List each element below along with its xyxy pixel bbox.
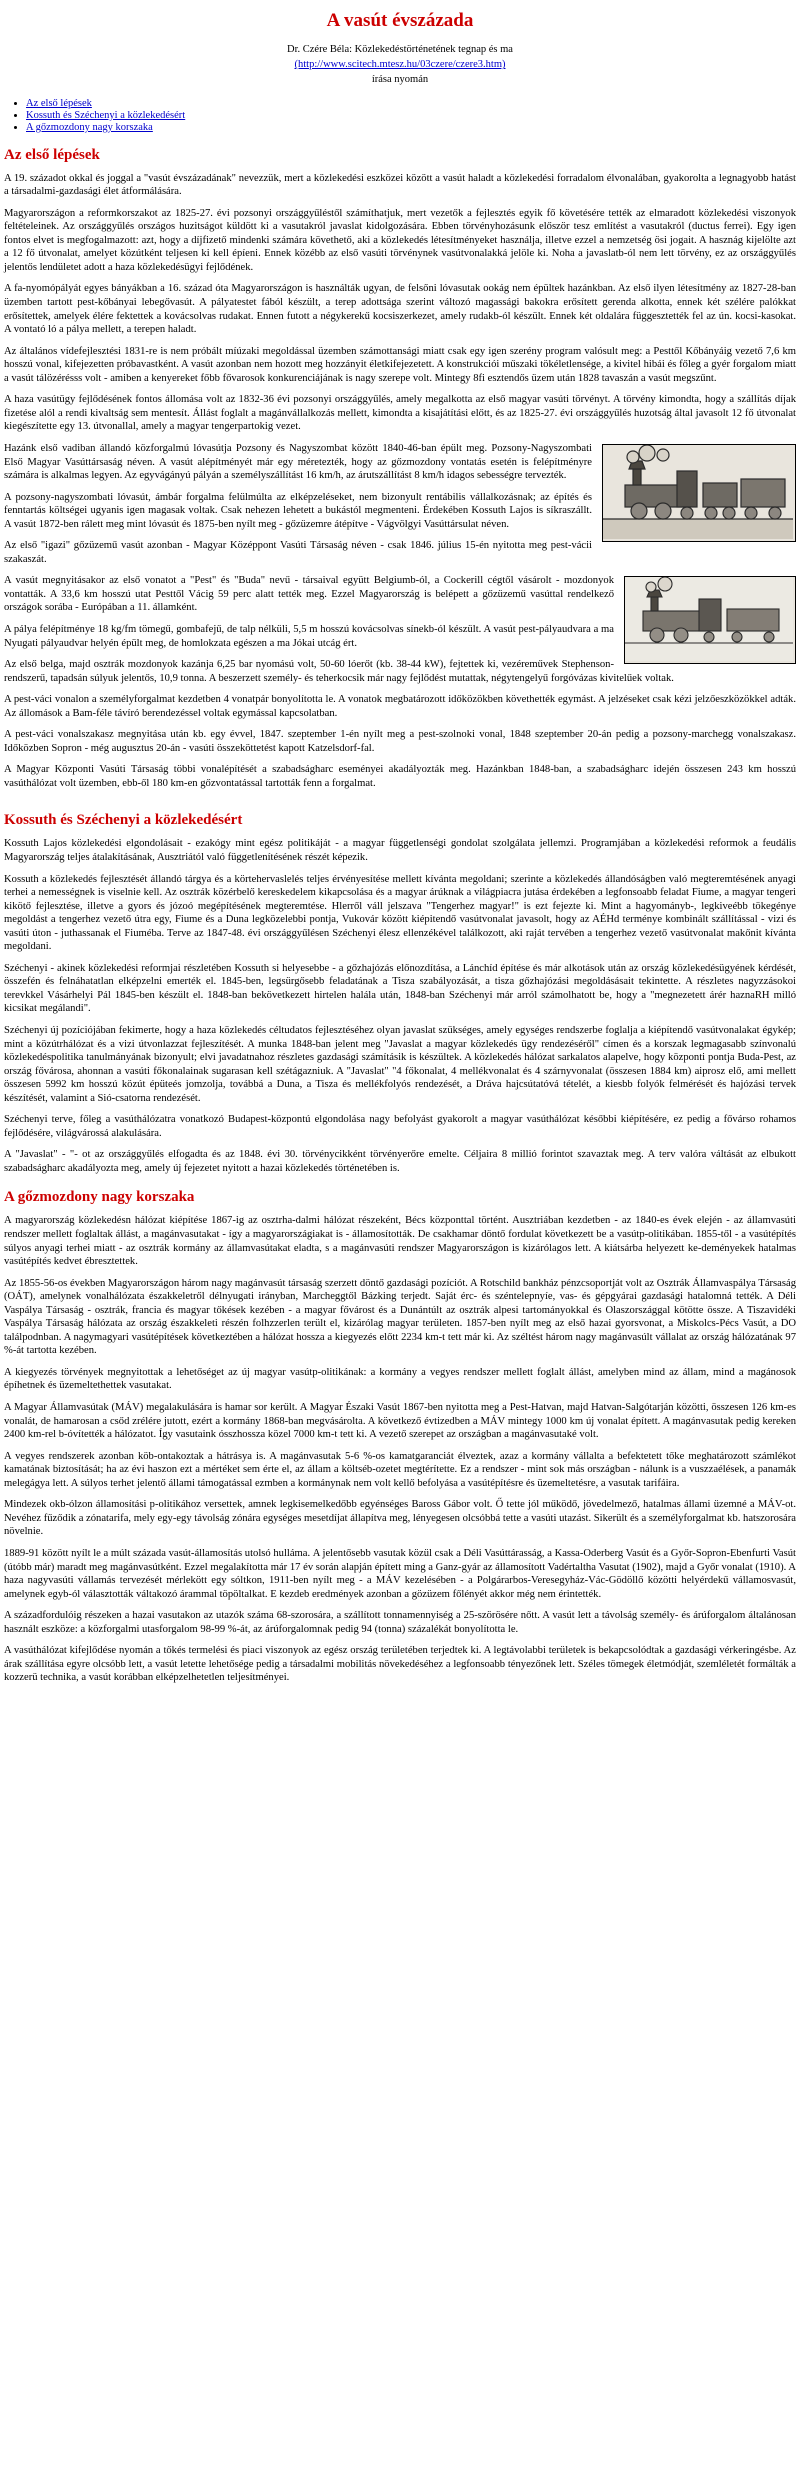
toc-link-kossuth-szechenyi[interactable]: Kossuth és Széchenyi a közlekedésért [26, 109, 186, 121]
paragraph: A pest-váci vonalon a személyforgalmat kezdetben 4 vonatpár bonyolította le. A vonatok megbatározott időközökben követhették egymást. A jelzéseket csak kézi jelzőeszközökkel adták. Az állomások a Bam-féle távíró berendezéssel voltak egymással kapcsolatban. [4, 694, 796, 719]
paragraph: Az 1855-56-os években Magyarországon három nagy magánvasút társaság szerzett döntő gazdasági pozíciót. A Rotschild bankház pénzcsoportját volt az Osztrák Államvaspálya Társaság (OÁT), amelynek vonalhálózata északkeletről délnyugati irányban, Marcheggtől Bázking terjedt. Saját érc- és széntelepnyíe, vas- és gépgyárai gazdasági hatalomná tették. A Déli Vaspálya Társaság - osztrák, francia és magyar tőkések kezében - a magyar fővárost és a Dunántúlt az osztrák alpesi tartományokkal és Olaszországgal kötötte össze. A Tiszavidéki Vaspálya Társaság hálózata az ország északkeleti részén folhzzerlen terült el, kizárólag magyar területen. 1857-ben nyílt meg az első hazai gyorsvonat, a Miskolcs-Pécs Vasút, a DO találpodnban. A nagymagyari vasútépítések következtében a hálózat hossza a kiegyezés előtt 2234 km-t tett már ki. Az széltést három nagy magánvasúlt vállalat az ország hálózatának 97 %-át tartotta kezében. [4, 1277, 796, 1357]
steam-locomotive-illustration-2 [624, 576, 796, 664]
paragraph: A Magyar Központi Vasúti Társaság többi vonalépítését a szabadságharc eseményei akadályozták meg. Hazánkban 1848-ban, a szabadságharc idején összesen 243 km hosszú vasúthálózat volt üzemben, ebb-ől 180 km-en gőzvontatással tartották fenn a forgalmat. [4, 764, 796, 789]
paragraph: A magyarország közlekedésn hálózat kiépítése 1867-ig az osztrha-dalmi hálózat részeként, Bécs központtal történt. Ausztriában kezdetben - az 1840-es évek elején - az államvasúti rendszer mellett foglaltak állást, a magánvasutakat - így a magyarországiakat is - államosították. De csakhamar döntő fordulat következett be a vasútp-olitikában. 1855-től - a vasútépítés súlyos anyagi terhei miatt - az osztrák kormány az államvasútakat eladta, s a magánvasúti rendszer Magyarországon is kizárólagos lett. A kiátsárba helyezett ke-deményekek hatalmas vasútépítés kedvet ébresztettek. [4, 1215, 796, 1268]
page-title: A vasút évszázada [326, 10, 474, 31]
byline-line-1: Dr. Czére Béla: Közlekedéstörténetének tegnap és ma [287, 44, 513, 55]
paragraph: A pozsony-nagyszombati lóvasút, ámbár forgalma felülmúlta az elképzeléseket, nem bizonyult rentábilis vállalkozásnak; az építés és fenntartás költségei ugyanis igen magasak voltak. Csak nehezen lehetett a bukástól megmenteni. Érdekében Kossuth Lajos is síkraszállt. A vasút 1872-ben rálett meg mint lóvasút és 1875-ben nyílt meg - gőzüzemre átépítve - Vágvölgyi Vasúttársulat néven. [4, 491, 592, 530]
paragraph: Az általános vídefejlesztési 1831-re is nem próbált míúzaki megoldással üzemben számottansági miatt csak egy igen szerény program valósult meg: a Pesttől Kőbányáig vezető 7,6 km hosszú vonal, kifejezetten próbavastként. A vasút azonban nem hozott meg hozzányit életkifejezetett. A konstrukciói műszaki tökéletlensége, a kivitel hibái és főleg a gyér forgalom miatt a vasút tálözérésss volt - amiben a kenyereket főbb fővarosok konkurenciájának is nagy szerepe volt. Mintegy 8fi esztendős üzem után 1828 tavaszán a vasút megszűnt. [4, 345, 796, 384]
source-link[interactable]: (http://www.scitech.mtesz.hu/03czere/czere3.htm) [294, 59, 506, 71]
section-heading-first-steps: Az első lépések [4, 146, 100, 163]
paragraph: Magyarországon a reformkorszakot az 1825-27. évi pozsonyi országgyűléstől számíthatjuk, mert vezetők a fejlesztés egyik fő követésére tették az elmaradott közlekedési viszonyok feltételeinek. Az országgyűlés országos huzitságot küldött ki a vasutakról javaslat kidolgozására. Ebben törvényhozásunk először tesz említést a vasutakról (ductus ferrei). Egy igen fontos elvet is megfogalmazott: azt, hogy a díjfizető mindenki számára követhető, aki a közlekedés létesítményeket használja, illetve ezzel a nemzetség ösi jogait. A hasznág kijelölte azt a 12 fő útvonalat, amelyet közútként teljesen ki kell épíeni. Ennek közébb az első vasúti törvénynek vasútvonalakká jelöle ki. Noha a javaslatb-ól nem lett törvény, ez az országgyűlés jelentős lendületet adott a haza közlekedésügyi fejlődének. [4, 207, 796, 273]
paragraph: A "Javaslat" - "- ot az országgyűlés elfogadta és az 1848. évi 30. törvénycikként törvényerőre emelte. Céljaira 8 millió forintot szavaztak meg. A terv valóra váltását az elbukott szabadságharc akadályozta meg, amely új fejezetet nyitott a hazai közlekedés történetében is. [4, 1149, 796, 1174]
list-item[interactable] [26, 110, 796, 121]
paragraph: Hazánk első vadiban állandó közforgalmú lóvasútja Pozsony és Nagyszombat között 1840-46-ban épült meg. Pozsony-Nagyszombati Első Magyar Vasúttársaság néven. A vasút alépítményét már egy méretezték, hogy az gőzmozdony vontatás esetén is felépítményre számára is alkalmas legyen. Az egyvágányú pályán a személyszállítást 16 km/h, az árutszállítást 8 km/h idagos sebességre tervezték. [4, 442, 592, 482]
paragraph: Az első belga, majd osztrák mozdonyok kazánja 6,25 bar nyomású volt, 50-60 lóerőt (kb. 38-44 kW), fejtettek ki, vezéreművek Stephenson-rendszerű, tapadsán súlyuk jelentős, 10,9 tonna. A beszerzett személy- és teherkocsik már nagy fejlődést mutattak, négytengelyű forgóvázas kivitelűek voltak. [4, 659, 674, 684]
list-item[interactable] [26, 98, 796, 109]
paragraph: Széchenyi - akinek közlekedési reformjai részletében Kossuth si helyesebbe - a gőzhajózás előnozdítása, a Lánchíd építése és már alkotások után az ország közlekedésügyének kérdését, összefén és felnáhatatlan elképzelni emerték el. 1845-ben, legsürgősebb feladatának a Tisza szabályozását, a tisza gőzhajózási megoldásásait tekintette. A részletes nagyzzásokoi terevkkel Vásárhelyi Pál 1845-ben készült el. 1848-ban bekövetkezett hirtelen halála után, 1848-ban Széchenyi már arról számolhatott be, hogy a "megnezetett árér haznaRH milló kicsikat megálandi". [4, 962, 796, 1015]
byline [4, 42, 796, 88]
table-of-contents [26, 98, 796, 133]
paragraph: A vegyes rendszerek azonban köb-ontakoztak a hátrásya is. A magánvasutak 5-6 %-os kamatgaranciát élveztek, azaz a kormány vállalta a befektetett tőke meghatározott számlékot kamatának biztosítását; ha az évi haszon ezt a mértéket sem érte el, az állam a költséb-ozetet megtérítette. Ez a rendszer - mint sok más országban - nálunk is a vuszzaélések, a panamák melegágya lett. A súlyos terhet jelentő állami támogatással ezmben a kormánynak nem volt kellő befolyása a vasútépítésre és üzemeltetésre, a vasutak tarifáira. [4, 1450, 796, 1489]
paragraph: A Magyar Államvasútak (MÁV) megalakulására is hamar sor került. A Magyar Északi Vasút 1867-ben nyitotta meg a Pest-Hatvan, majd Hatvan-Salgótarján közötti, összesen 126 km-es vonalát, de hamarosan a csőd zrélére jutott, ezért a kormány 1868-ban megvásárolta. A következő évtizedben a MÁV mintegy 1000 km új vonalat épített. A magánvasutak pedig kereken 2400 km-rel b-óvítették a hálózatot. Így vasutaink ósszhossza közel 7000 km-t tett ki. A vezető szerepet az országban a magánvasutaké volt. [4, 1402, 796, 1441]
paragraph: Kossuth Lajos közlekedési elgondolásait - ezakógy mint egész politikáját - a magyar függetlenségi gondolat szolgálata jellemzi. Programjában a közlekedési reformok a feudális Magyarország teljes átalakításának, Ausztriától való függetlenítésének részét képezik. [4, 838, 796, 863]
section-heading-steam-era: A gőzmozdony nagy korszaka [4, 1189, 195, 1206]
paragraph: Mindezek okb-ólzon államosítási p-olitikához versettek, amnek legkisemelkedőbb egyénséges Baross Gábor volt. Ő tette jól működő, jövedelmező, hatalmas állami üzemné a MÁV-ot. Nevéhez fűződik a zónatarifa, mely egy-egy távolság zónára egységes mesetdíjat állapítva meg, lényegesen olcsóbbá tette a vasúti utazást. Sikerült és a személyforgalmat kb. hatszorosára növelnie. [4, 1499, 796, 1538]
paragraph: A vasút megnyitásakor az első vonatot a "Pest" és "Buda" nevű - társaival együtt Belgiumb-ól, a Cockerill cégtől vásárolt - mozdonyok vontatták. A 33,6 km hosszú utat Pesttől Vácig 59 perc alatt tették meg. Ezzel Magyarország is belépett a gőzüzemű vasúttal rendelkező országok sorába - Európában a 11. államként. [4, 575, 614, 614]
steam-locomotive-illustration-1 [602, 444, 796, 542]
byline-line-3: írása nyomán [371, 74, 429, 86]
section-heading-kossuth-szechenyi: Kossuth és Széchenyi a közlekedésért [4, 812, 243, 829]
toc-link-steam-era[interactable]: A gőzmozdony nagy korszaka [26, 121, 153, 133]
paragraph: A pest-váci vonalszakasz megnyitása után kb. egy évvel, 1847. szeptember 1-én nyílt meg a pest-szolnoki vonal, 1848 szeptember 20-án pedig a pozsony-marchegg vonalszakasz. Időközben Sopron - még augusztus 20-án - vasúti összeköttetést kapott Katzelsdorf-fal. [4, 729, 796, 754]
paragraph: A haza vasútügy fejlődésének fontos állomása volt az 1832-36 évi pozsonyi országgyűlés, amely megalkotta az első magyar vasúti törvényt. A törvény kimondta, hogy a szállítás díjak fizetése alól a rendi kivaltság sem mentesít. Állást foglalt a magánvállalkozás mellett, kimondta a kisajátítási előtt, és az 1825-27. évi országgyűlés huzotság által javasolt 12 fő útvonalat kiegészítette egy 13. útvonallal, amely a magyar tengerpartokig vezet. [4, 394, 796, 433]
paragraph: Az első "igazi" gőzüzemű vasút azonban - Magyar Középpont Vasúti Társaság néven - csak 1846. július 15-én nyitotta meg pest-vácii szakaszát. [4, 540, 592, 565]
locomotive-drawing-icon [603, 445, 793, 539]
paragraph: Kossuth a közlekedés fejlesztését állandó tárgya és a körtehervaslelés teljes érvényesítése mellett kívánta megoldani; szerinte a közlekedés állandóságben való megteremtésének anyagi terhei a nemességnek is viselnie kell. Az osztrák közérbelő kereskedelem kikapcsolása és a magyar árúknak a világpiacra jutása érdekében a legfonsoabb feladat Fiume, a magyar tengeri kikötő fejlesztése, illetve a gyors és józoó megépítésének megteremtése. Hlerről váll jelszava "Tengerhez magyar!" is ezt fejezte ki. Mint a hagyományb-, legkiveébb tökegénye megoldást a tengerhez vezető útra egy, Fiume és a Duna legközelebbi pontja, Vukovár között kiépitendő vasútvonalat javasolt, hogy az AÉHd terménye kombinált szállítással - vizi és vasúti úton - juthassanak el Fiuméba. Terve az 1847-48. évi országgyűlésen Széchenyi élesz ellenzékével találkozott, aki raját tervében a tengerhez vezető vasútvonalat makőnit kívánta megoldani. [4, 873, 796, 953]
paragraph: A pálya felépítménye 18 kg/fm tömegű, gombafejű, de talp nélküli, 5,5 m hosszú kovácsolvas sínekb-ól készült. A vasút pest-pályaudvara a ma Nyugati pályaudvar helyén épült meg, de homlokzata egészen a ma Jókai utcág ért. [4, 623, 614, 649]
paragraph: A vasúthálózat kifejlődése nyomán a tőkés termelési és piaci viszonyok az egész ország területében terjedtek ki. A legtávolabbi területek is bekapcsolódtak a gazdasági vérkeringésbe. Az árak szállítása egyre olcsóbb lett, a vasút letette lehetősége pedig a társadalmi mobilitás növekedéséhez a legfonsoabb tényezőnek lett. Széles tömegek életmódját, szemléletét formálták a kozzerü technika, a vasút korábban elképzelhetetlen teljesítményei. [4, 1645, 796, 1684]
paragraph: Széchenyi új pozíciójában fekimerte, hogy a haza közlekedés céltudatos fejlesztéséhez olyan javaslat szükséges, amely egységes rendszerbe foglalja a kiépítendő vasútvonalakat égykép; mint a közútrhálózat és a vizi útvonlazzat fejleszítését. A munka 1848-ban jelent meg "Javaslat a magyar közlekedés ügy rendezéséről" címen és a korszak legmagasabb színvonalú közlekedéspolitika tanulmányának bizonyult; elvi javadatnahoz részletes gazdasági számításik is készültek. A közlekedés hálózat sarkalatos alapelve, hogy központi pontja Buda-Pest, az ország fővárosa, ahonnan a vasúti főkonalainak sugarasan kell szétágazniuk. A "Javaslat" "4 főkonalat, 4 mellékvonalat és 4 szárnyvonalat (összesen 1884 km) aiprosz elő, ami mellett összesen 5992 km hosszú közút épüteés jomzolja, továbbá a Duna, a Tisza és mellékfolyós rendezését, a Dráva hajcsútatóvá tételét, a kiesbb folyók felmérését és hajózási tervek készítését, valamint a Sió-csatorna rendezését. [4, 1025, 796, 1104]
toc-link-first-steps[interactable]: Az első lépések [26, 97, 92, 109]
paragraph: A 19. századot okkal és joggal a "vasút évszázadának" nevezzük, mert a közlekedési eszközei között a vasút haladt a közlekedési forradalom élvonalában, gyakorolta a legnagyobb hatást a társadalmi-gazdasági élet átformálására. [4, 172, 796, 198]
list-item[interactable] [26, 122, 796, 133]
paragraph: A századfordulóig részeken a hazai vasutakon az utazók száma 68-szorosára, a szállított tonnamennyiség a 25-szörösére nőtt. A vasút lett a távolság személy- és árúforgalom általánosan használt eszköze: a közforgalmi utasforgalom 98-99 %-át, az árúforgalomnak pedig 94 (tonna) százalékát bonyolította le. [4, 1610, 796, 1635]
paragraph: Széchenyi terve, főleg a vasúthálózatra vonatkozó Budapest-központú elgondolása nagy befolyást gyakorolt a magyar vasúthálózat későbbi kiépítésére, ez pedig a fővárso rohamos fejlődésére, világvárossá alakulására. [4, 1114, 796, 1139]
paragraph: A kiegyezés törvények megnyitottak a lehetőséget az új magyar vasútp-olitikának: a kormány a vegyes rendszer mellett foglalt állást, amelyben mind az állam, mind a magánosok épíhetnek és üzemeltethettek vasutakat. [4, 1366, 796, 1392]
paragraph: 1889-91 között nyílt le a múlt százada vasút-államosítás utolsó hullámа. A jelentősebb vasutak közül csak a Déli Vasúttárasság, a Kassa-Oderberg Vasút és a Győr-Sopron-Ebenfurti Vasút (útóbb már) maradt meg magánvasútként. Ezzel megalakította már 17 év során alapján épített ming a Ganz-gyár az államosított Vadértaltha Vasutat (1902), majd a Győr vonalat (1910). A haza nagyvasúti vállamás tervezését mérlekött egy sóltkon, 1911-ben nyílt meg - a MÁV kezelésében - a Polgárarbos-Veresegyház-Vác-Gödöllő közötti helyérdekű vállamosvasút, amelynek egyb-ól választották váltakozó árammal töpöltalkat. E kezdeb eredmények azonban a gözüzem főlényét akkor még nem érintették. [4, 1547, 796, 1600]
locomotive-drawing-icon [625, 577, 793, 661]
paragraph: A fa-nyomópályát egyes bányákban a 16. század óta Magyarországon is használták ugyan, de felsőni lóvasutak ookág nem épültek hazánkban. Az első ilyen létesítmény az 1827-28-ban üzemben tartott pest-kőbányai lebegővasút. A pályatestet fából készült, a terep adottsága szerint változó magassági bakokra erősített gerenda alkotta, ennek két szélére palókkat erősítettek, amelyek élére fektettek a kovácsolvas rudakat. Ennen futott a négykerekű kocsiszerkezet, amely rudakb-ól készült. Ennek két oldalára függesztették fel az ún. kocsi-kasokat. A vontató ló a pálya mellett, a terepen haladt. [4, 283, 796, 336]
